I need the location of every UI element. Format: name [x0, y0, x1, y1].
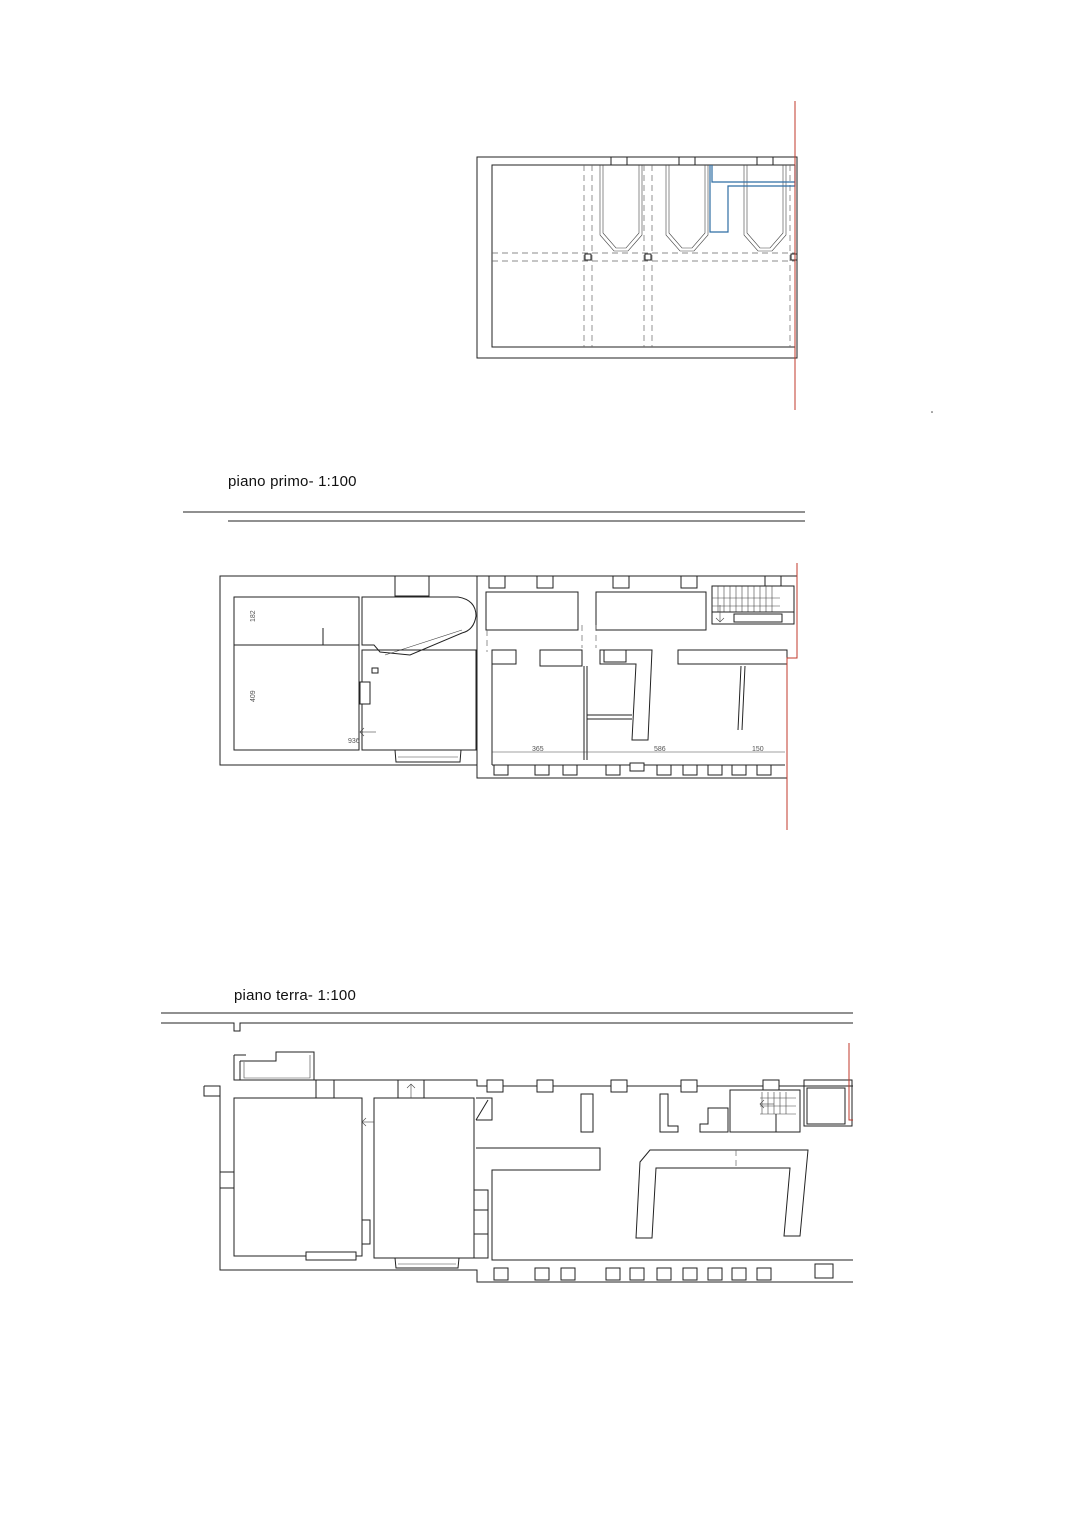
staircase-ground-floor — [730, 1090, 800, 1132]
dimension-586: 586 — [654, 746, 666, 753]
dimension-365: 365 — [532, 746, 544, 753]
staircase-first-floor — [712, 586, 794, 624]
ground-floor-bottom-niches — [494, 1264, 833, 1280]
ground-floor-caption: piano terra- 1:100 — [234, 987, 357, 1004]
dimension-936: 936 — [348, 738, 360, 745]
first-floor-caption: piano primo- 1:100 — [228, 473, 357, 490]
dimension-150: 150 — [752, 746, 764, 753]
dimension-409: 409 — [250, 690, 257, 702]
highlight-outline — [710, 165, 795, 232]
dimension-182: 182 — [250, 610, 257, 622]
roof-plan — [477, 101, 933, 413]
property-line-first — [787, 563, 797, 830]
first-floor-plan — [183, 512, 805, 830]
ground-floor-plan — [161, 1013, 853, 1282]
